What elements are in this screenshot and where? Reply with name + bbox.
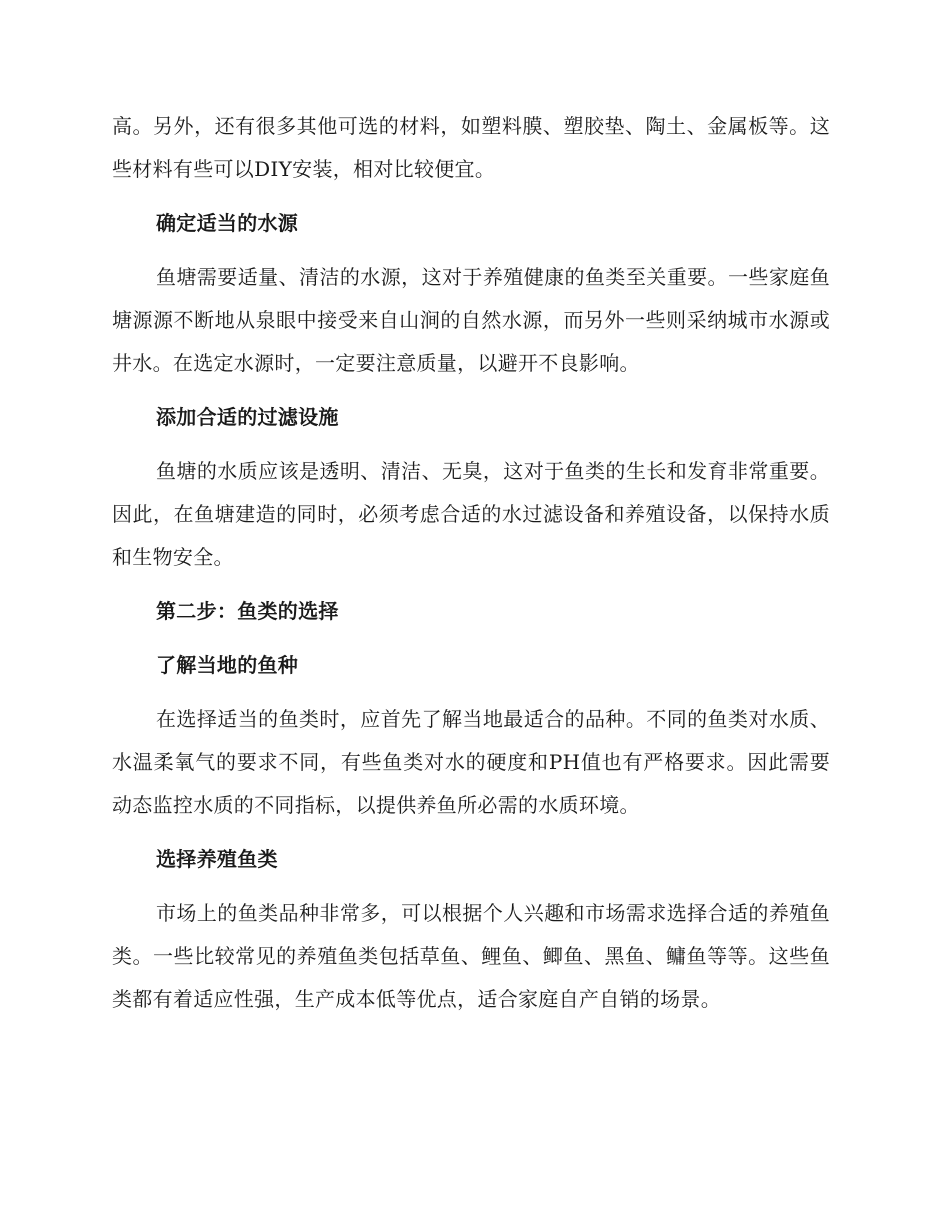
heading-choose-fish: 选择养殖鱼类 <box>156 847 278 871</box>
paragraph-choose-fish: 市场上的鱼类品种非常多，可以根据个人兴趣和市场需求选择合适的养殖鱼类。一些比较常见的养殖鱼类包括草鱼、鲤鱼、鲫鱼、黑鱼、鳙鱼等等。这些鱼类都有着适应性强，生产成本低等优点，适合家庭自产自销的场景。 <box>112 901 830 1011</box>
heading-step-two: 第二步：鱼类的选择 <box>156 599 339 623</box>
paragraph-filtration: 鱼塘的水质应该是透明、清洁、无臭，这对于鱼类的生长和发育非常重要。因此，在鱼塘建造的同时，必须考虑合适的水过滤设备和养殖设备，以保持水质和生物安全。 <box>112 459 830 569</box>
heading-filtration: 添加合适的过滤设施 <box>156 405 339 429</box>
document-body <box>112 105 830 1032</box>
heading-water-source: 确定适当的水源 <box>156 211 299 235</box>
paragraph-water-source: 鱼塘需要适量、清洁的水源，这对于养殖健康的鱼类至关重要。一些家庭鱼塘源源不断地从泉眼中接受来自山涧的自然水源，而另外一些则采纳城市水源或井水。在选定水源时，一定要注意质量，以避开不良影响。 <box>112 265 830 375</box>
paragraph-local-species: 在选择适当的鱼类时，应首先了解当地最适合的品种。不同的鱼类对水质、水温柔氧气的要求不同，有些鱼类对水的硬度和PH值也有严格要求。因此需要动态监控水质的不同指标，以提供养鱼所必需的水质环境。 <box>112 707 830 817</box>
paragraph-pond-materials: 高。另外，还有很多其他可选的材料，如塑料膜、塑胶垫、陶土、金属板等。这些材料有些可以DIY安装，相对比较便宜。 <box>112 114 830 181</box>
heading-local-species: 了解当地的鱼种 <box>156 653 299 677</box>
